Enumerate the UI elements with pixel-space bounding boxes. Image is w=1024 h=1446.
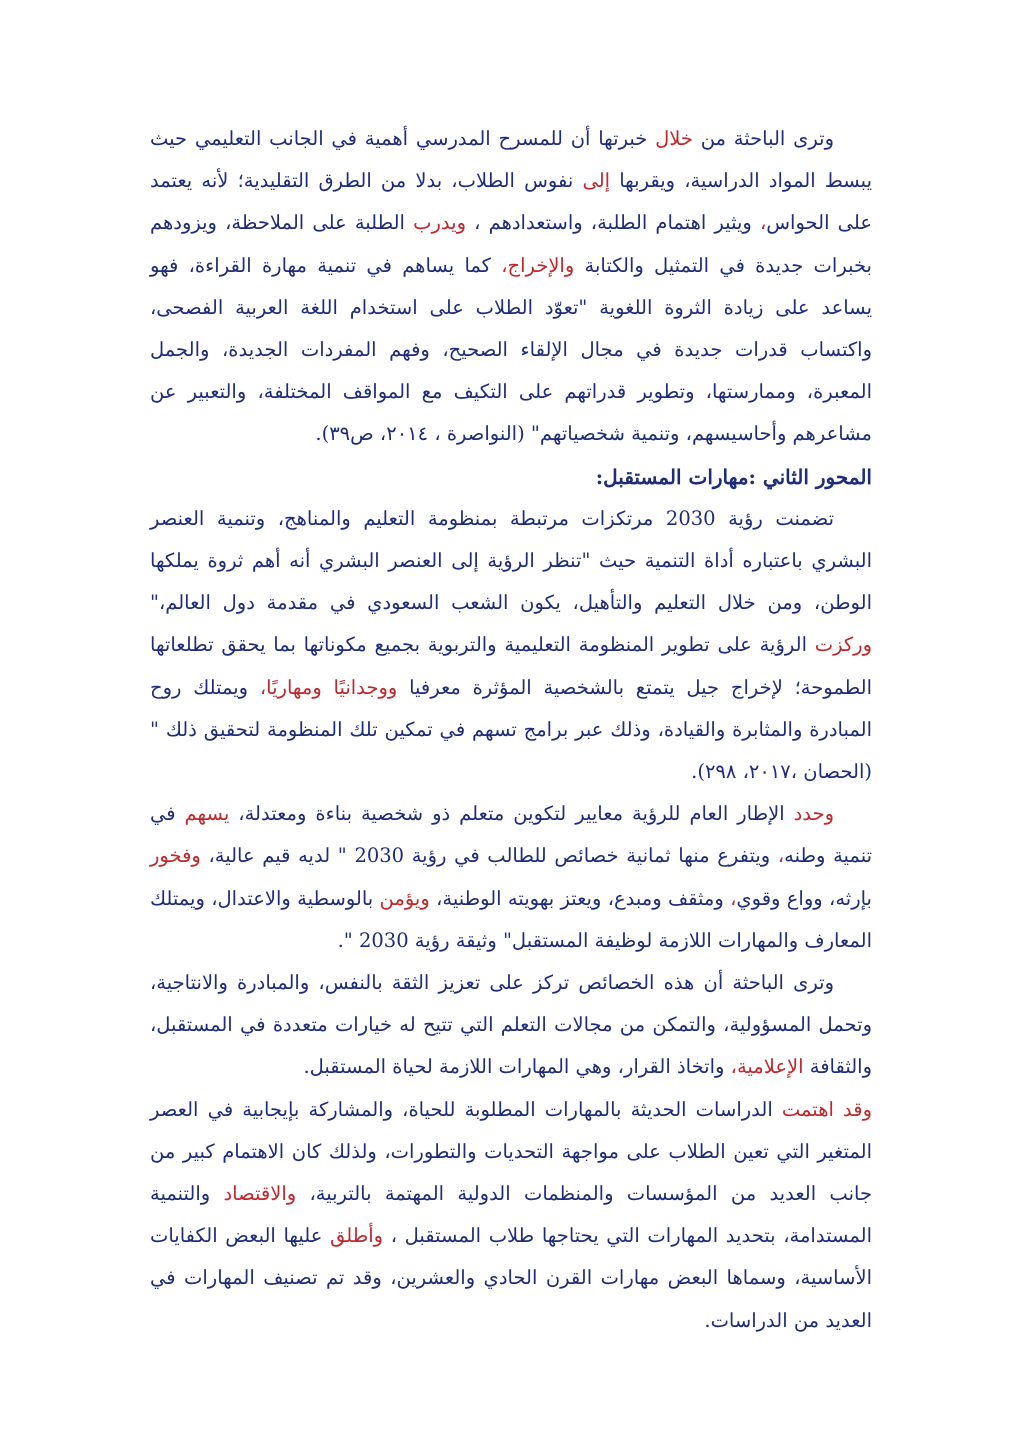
p5-seg-0: وقد اهتمت	[781, 1097, 872, 1121]
p3-seg-11: بالوسطية والاعتدال، ويمتلك المعارف والمهارات اللازمة لوظيفة المستقبل" وثيقة رؤية 2030 ".	[150, 886, 872, 952]
p5-seg-5: عليها البعض الكفايات الأساسية، وسماها البعض مهارات القرن الحادي والعشرين، وقد تم تصنيف المهارات في العديد من الدراسات.	[150, 1224, 872, 1332]
paragraph-3	[150, 793, 872, 962]
p1-seg-2: خبرتها أن للمسرح المدرسي أهمية في الجانب التعليمي حيث يبسط المواد الدراسية، ويقربها	[150, 127, 872, 193]
p5-seg-1: الدراسات الحديثة بالمهارات المطلوبة للحياة، والمشاركة بإيجابية في العصر المتغير التي تعين الطلاب على مواجهة التحديات والتطورات، ولذلك كان الاهتمام كبير من جانب العديد من المؤسسات والمنظمات الدولية المهتمة بالتربية،	[150, 1097, 872, 1206]
p4-seg-1: الإعلامية،	[730, 1055, 804, 1079]
p5-seg-3: والتنمية المستدامة، بتحديد المهارات التي يحتاجها طلاب المستقبل ،	[150, 1182, 872, 1248]
p1-seg-3: إلى	[582, 169, 611, 193]
arabic-text-body	[150, 118, 872, 1342]
p4-seg-0: وترى الباحثة أن هذه الخصائص تركز على تعزيز الثقة بالنفس، والمبادرة والانتاجية، وتحمل المسؤولية، والتمكن من مجالات التعلم التي تتيح له خيارات متعددة في المستقبل، والثقافة	[150, 971, 872, 1079]
p1-seg-0: وترى الباحثة من	[692, 127, 834, 150]
p5-seg-4: وأطلق	[330, 1224, 384, 1248]
p2-seg-0: تضمنت رؤية 2030 مرتكزات مرتبطة بمنظومة التعليم والمناهج، وتنمية العنصر البشري باعتباره أداة التنمية حيث "تنظر الرؤية إلى العنصر البشري أنه أهم ثروة يملكها الوطن، ومن خلال التعليم والتأهيل، يكون الشعب السعودي في مقدمة دول العالم،"	[150, 506, 872, 615]
p3-seg-10: ويؤمن	[379, 886, 430, 910]
paragraph-5	[150, 1089, 872, 1342]
p3-seg-8: ،	[730, 886, 737, 910]
p3-seg-0: وحدد	[793, 802, 834, 826]
p3-seg-6: وفخور	[150, 844, 201, 868]
p1-seg-7: ويدرب	[413, 211, 466, 235]
p1-seg-8: الطلبة على الملاحظة، ويزودهم بخبرات جديدة في التمثيل والكتابة	[150, 211, 872, 277]
p2-seg-1: وركزت	[814, 633, 872, 657]
p2-seg-2: الرؤية على تطوير المنظومة التعليمية والتربوية بجميع مكوناتها بما يحقق تطلعاتها الطموحة؛ لإخراج جيل يتمتع بالشخصية المؤثرة معرفيا	[150, 633, 872, 699]
p3-seg-2: يسهم	[184, 802, 230, 826]
p5-seg-2: والاقتصاد	[223, 1182, 297, 1206]
p1-seg-1: خلال	[655, 127, 693, 150]
section-heading: المحور الثاني :مهارات المستقبل:	[595, 464, 872, 489]
p2-seg-3: ووجدانيًا ومهاريًا،	[259, 675, 398, 699]
p4-seg-2: واتخاذ القرار، وهي المهارات اللازمة لحياة المستقبل.	[303, 1055, 731, 1079]
p3-seg-3: في تنمية وطنه	[150, 802, 873, 868]
p3-seg-5: ويتفرع منها ثمانية خصائص للطالب في رؤية 2030 " لديه قيم عالية،	[200, 844, 778, 868]
paragraph-4	[150, 962, 872, 1089]
p3-seg-9: ومثقف ومبدع، ويعتز بهويته الوطنية،	[429, 886, 731, 910]
p1-seg-9: والإخراج،	[501, 253, 575, 277]
p3-seg-4: ،	[777, 844, 785, 868]
p1-seg-6: ويثير اهتمام الطلبة، واستعدادهم ،	[466, 211, 760, 235]
p1-seg-4: نفوس الطلاب، بدلا من الطرق التقليدية؛ لأنه يعتمد على الحواس	[150, 169, 872, 235]
p3-seg-7: بإرثه، وواع وقوي	[736, 886, 872, 910]
p1-seg-5: ،	[759, 211, 767, 235]
paragraph-2	[150, 498, 872, 793]
p3-seg-1: الإطار العام للرؤية معايير لتكوين متعلم ذو شخصية بناءة ومعتدلة،	[229, 802, 794, 826]
paragraph-1	[150, 118, 872, 456]
p1-seg-10: كما يساهم في تنمية مهارة القراءة، فهو يساعد على زيادة الثروة اللغوية "تعوّد الطلاب على استخدام اللغة العربية الفصحى، واكتساب قدرات جديدة في مجال الإلقاء الصحيح، وفهم المفردات الجديدة، والجمل المعبرة، وممارستها، وتطوير قدراتهم على التكيف مع المواقف المختلفة، والتعبير عن مشاعرهم وأحاسيسهم، وتنمية شخصياتهم" (النواصرة ، ٢٠١٤، ص٣٩).	[150, 253, 872, 446]
p2-seg-4: ويمتلك روح المبادرة والمثابرة والقيادة، وذلك عبر برامج تسهم في تمكين تلك المنظومة لتحقيق ذلك "(الحصان ،٢٠١٧، ٢٩٨).	[150, 675, 872, 784]
